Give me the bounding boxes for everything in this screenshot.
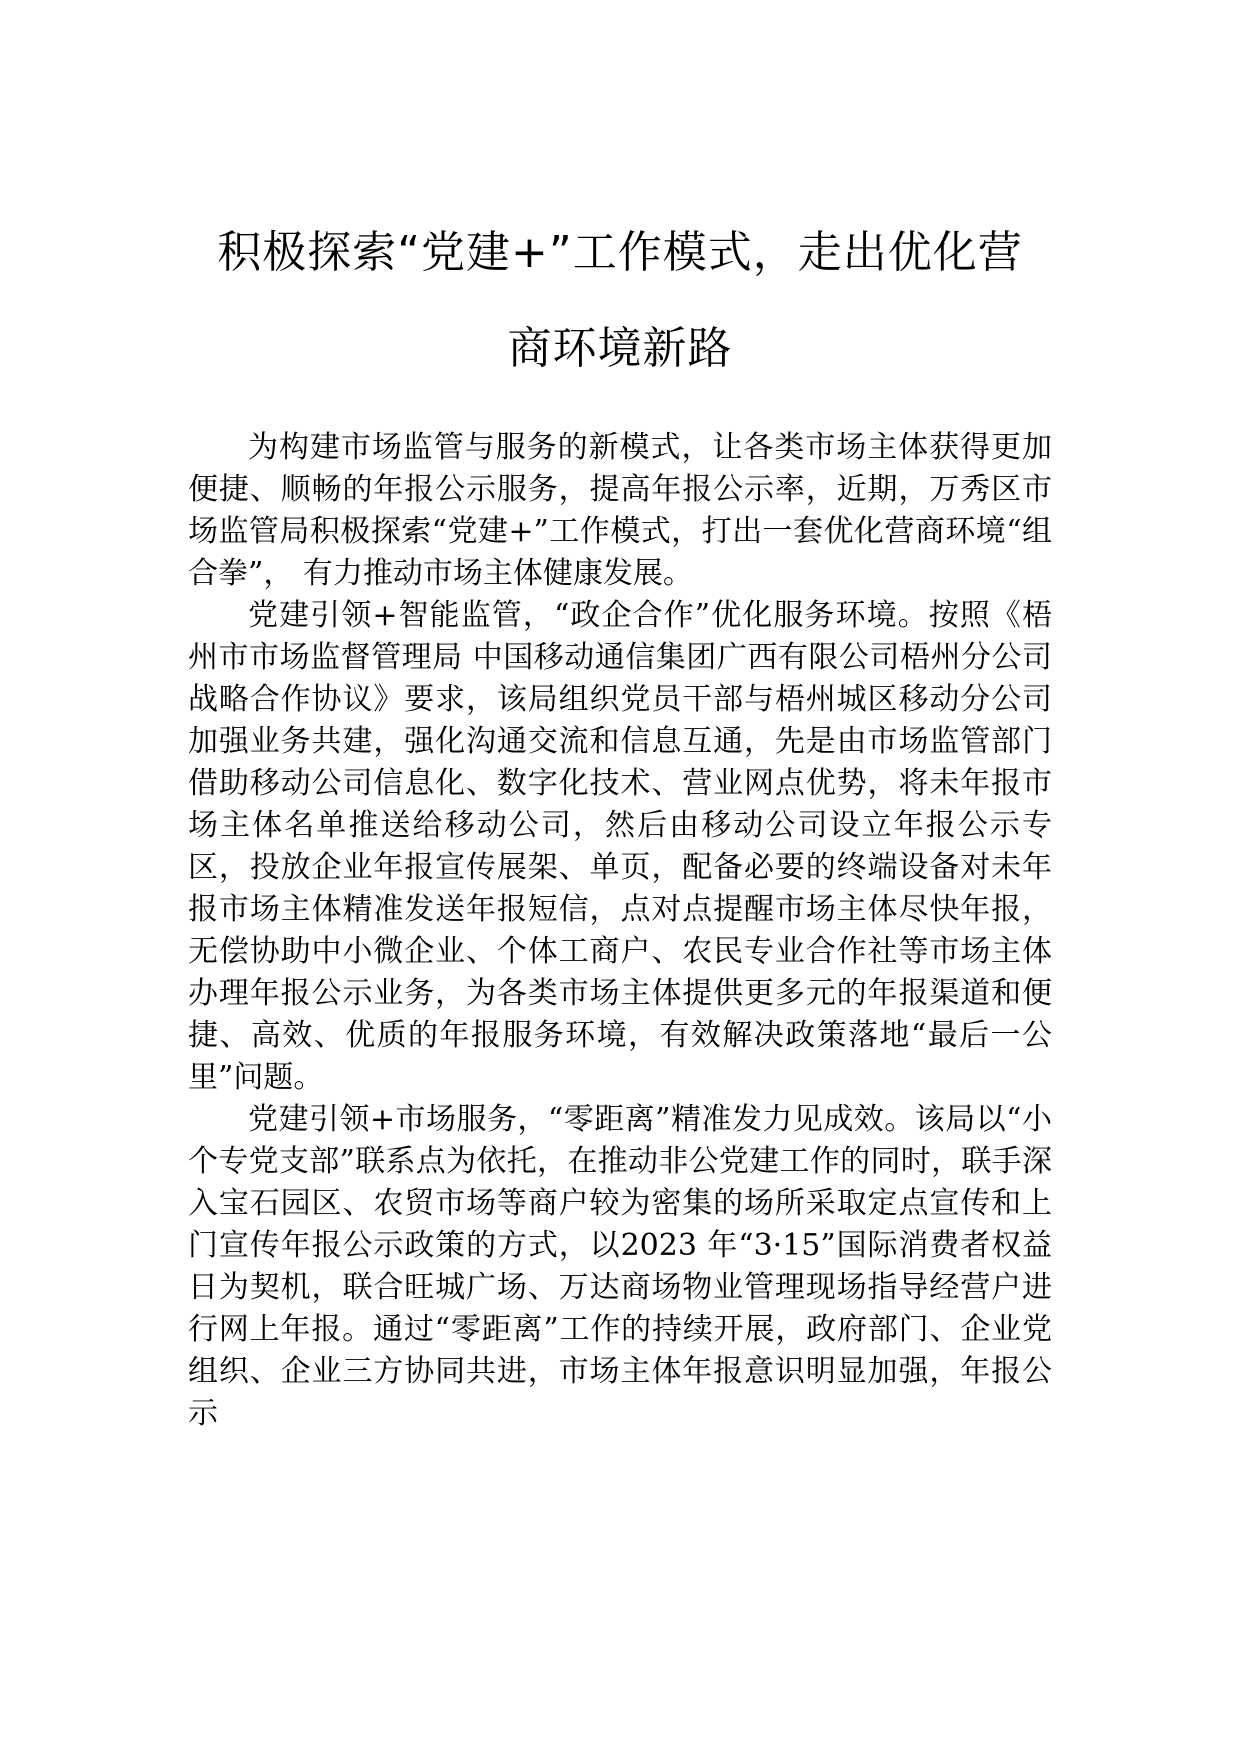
paragraph-intro: 为构建市场监管与服务的新模式，让各类市场主体获得更加便捷、顺畅的年报公示服务，提高年报公示率，近期，万秀区市场监管局积极探索“党建+”工作模式，打出一套优化营商环境“组合拳”， 有力推动市场主体健康发展。 (188, 430, 1052, 591)
title-line-2: 商环境新路 (507, 323, 733, 374)
title-line-1: 积极探索“党建+”工作模式，走出优化营 (217, 227, 1023, 278)
paragraph-smart-supervision: 党建引领+智能监管，“政企合作”优化服务环境。按照《梧州市市场监督管理局 中国移动通信集团广西有限公司梧州分公司战略合作协议》要求，该局组织党员干部与梧州城区移动分公司加强业务共建，强化沟通交流和信息互通，先是由市场监管部门借助移动公司信息化、数字化技术、营业网点优势，将未年报市场主体名单推送给移动公司，然后由移动公司设立年报公示专区，投放企业年报宣传展架、单页，配备必要的终端设备对未年报市场主体精准发送年报短信，点对点提醒市场主体尽快年报，无偿协助中小微企业、个体工商户、农民专业合作社等市场主体办理年报公示业务，为各类市场主体提供更多元的年报渠道和便捷、高效、优质的年报服务环境，有效解决政策落地“最后一公里”问题。 (188, 598, 1052, 1095)
paragraph-market-service: 党建引领+市场服务，“零距离”精准发力见成效。该局以“小个专党支部”联系点为依托，在推动非公党建工作的同时，联手深入宝石园区、农贸市场等商户较为密集的场所采取定点宣传和上门宣传年报公示政策的方式，以2023 年“3·15”国际消费者权益日为契机，联合旺城广场、万达商场物业管理现场指导经营户进行网上年报。通过“零距离”工作的持续开展，政府部门、企业党组织、企业三方协同共进，市场主体年报意识明显加强，年报公示 (188, 1102, 1052, 1431)
document-body (188, 427, 1052, 1435)
document-title (150, 205, 1090, 397)
